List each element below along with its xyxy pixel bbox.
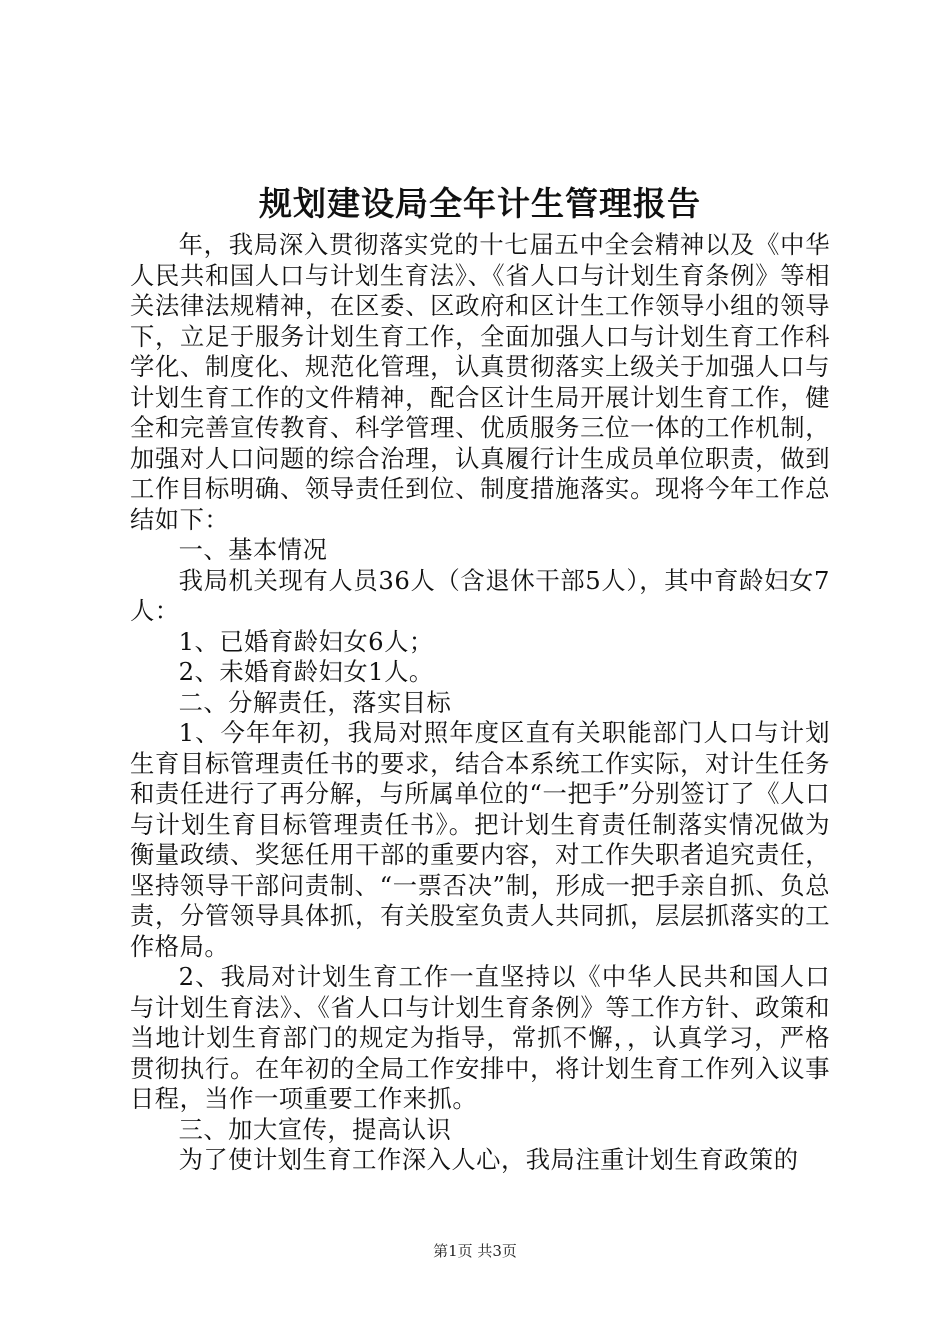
list-item-unmarried: 2、未婚育龄妇女1人。: [178, 657, 434, 686]
paragraph-responsibility-1: 1、今年年初，我局对照年度区直有关职能部门人口与计划生育目标管理责任书的要求，结合本系统工作实际，对计生任务和责任进行了再分解，与所属单位的“一把手”分别签订了《人口与计划生育目标管理责任书》。把计划生育责任制落实情况做为衡量政绩、奖惩任用干部的重要内容，对工作失职者追究责任，坚持领导干部问责制、“一票否决”制，形成一把手亲自抓、负总责，分管领导具体抓，有关股室负责人共同抓，层层抓落实的工作格局。: [130, 718, 830, 961]
paragraph-publicity: 为了使计划生育工作深入人心，我局注重计划生育政策的: [178, 1145, 799, 1174]
paragraph-staff-count: 我局机关现有人员36人（含退休干部5人），其中育龄妇女7人：: [130, 565, 830, 625]
document-title: 规划建设局全年计生管理报告: [259, 184, 701, 223]
document-body: [130, 230, 830, 1176]
page-footer: 第1页 共3页: [433, 1242, 517, 1260]
paragraph-intro: 年，我局深入贯彻落实党的十七届五中全会精神以及《中华人民共和国人口与计划生育法》、《省人口与计划生育条例》等相关法律法规精神，在区委、区政府和区计生工作领导小组的领导下，立足于服务计划生育工作，全面加强人口与计划生育工作科学化、制度化、规范化管理，认真贯彻落实上级关于加强人口与计划生育工作的文件精神，配合区计生局开展计划生育工作，健全和完善宣传教育、科学管理、优质服务三位一体的工作机制，加强对人口问题的综合治理，认真履行计生成员单位职责，做到工作目标明确、领导责任到位、制度措施落实。现将今年工作总结如下：: [130, 230, 830, 534]
section-heading-publicity: 三、加大宣传，提高认识: [178, 1114, 452, 1144]
section-heading-basic-situation: 一、基本情况: [178, 535, 328, 564]
section-heading-responsibility: 二、分解责任，落实目标: [178, 687, 452, 717]
paragraph-responsibility-2: 2、我局对计划生育工作一直坚持以《中华人民共和国人口与计划生育法》、《省人口与计划生育条例》等工作方针、政策和当地计划生育部门的规定为指导，常抓不懈，，认真学习，严格贯彻执行。在年初的全局工作安排中，将计划生育工作列入议事日程，当作一项重要工作来抓。: [130, 962, 830, 1113]
document-page: [130, 180, 830, 1176]
list-item-married: 1、已婚育龄妇女6人；: [178, 626, 434, 656]
